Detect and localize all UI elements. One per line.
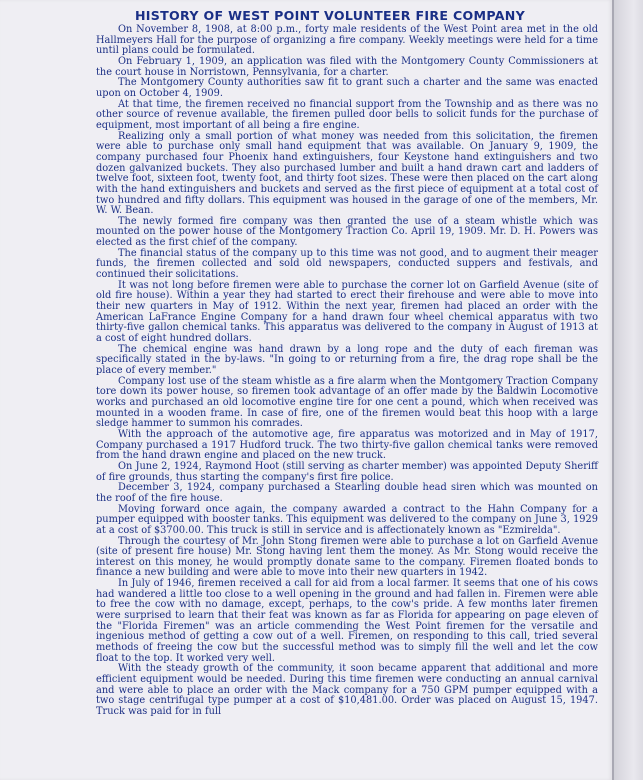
- paragraph: On June 2, 1924, Raymond Hoot (still serving as charter member) was appointed Deputy Sheriff of fire grounds, thus starting the company's first fire police.: [96, 460, 598, 483]
- paragraph: December 3, 1924, company purchased a Stearling double head siren which was mounted on the roof of the fire house.: [96, 482, 598, 504]
- paragraph: Company lost use of the steam whistle as a fire alarm when the Montgomery Traction Company tore down its power house, so firemen took advantage of an offer made by the Baldwin Locomotive works and purchased an old locomotive engine tire for one cent a pound, which when received was mounted in a wooden frame. In case of fire, one of the firemen would beat this hoop with a large sledge hammer to summon his comrades.: [96, 375, 598, 430]
- paragraph: The newly formed fire company was then granted the use of a steam whistle which was mounted on the power house of the Montgomery Traction Co. April 19, 1909. Mr. D. H. Powers was elected as the first chief of the company.: [96, 215, 598, 249]
- page-edge: [612, 0, 614, 780]
- paragraph: At that time, the firemen received no financial support from the Township and as there was no other source of revenue available, the firemen pulled door bells to solicit funds for the purchase of equipment, most important of all being a fire engine.: [96, 98, 598, 131]
- paragraph: Moving forward once again, the company awarded a contract to the Hahn Company for a pumper equipped with booster tanks. This equipment was delivered to the company on June 3, 1929 at a cost of $3700.00. This truck is still in service and is affectionately known as "Ezmirelda".: [96, 503, 598, 536]
- paragraph: With the approach of the automotive age, fire apparatus was motorized and in May of 1917, Company purchased a 1917 Hudford truck. The two thirty-five gallon chemical tanks were removed from the hand drawn engine and placed on the new truck.: [96, 428, 598, 462]
- paragraph: With the steady growth of the community, it soon became apparent that additional and more efficient equipment would be needed. During this time firemen were conducting an annual carnival and were able to place an order with the Mack company for a 750 GPM pumper equipped with a two stage centrifugal type pumper at a cost of $10,481.00. Order was placed on August 15, 1947. Truck was paid for in full: [96, 663, 598, 717]
- paragraph: On February 1, 1909, an application was filed with the Montgomery County Commissioners at the court house in Norristown, Pennsylvania, for a charter.: [96, 55, 598, 78]
- paragraph: In July of 1946, firemen received a call for aid from a local farmer. It seems that one of his cows had wandered a little too close to a well opening in the ground and had fallen in. Firemen were able to free the cow with no damage, except, perhaps, to the cow's pride. A few months later firemen were surprised to learn that their feat was known as far as Florida for appearing on page eleven of the "Florida Firemen" was an article commending the West Point firemen for the versatile and ingenious method of getting a cow out of a well. Firemen, on responding to this call, tried several methods of freeing the cow but the successful method was to simply fill the well and let the cow float to the top. It worked very well.: [96, 578, 598, 664]
- page-gutter: [612, 0, 643, 780]
- paragraph: Realizing only a small portion of what money was needed from this solicitation, the firemen were able to purchase only small hand equipment that was available. On January 9, 1909, the company purchased four Phoenix hand extinguishers, four Keystone hand extinguishers and two dozen galvanized buckets. They also purchased lumber and built a hand drawn cart and ladders of twelve foot, sixteen foot, twenty foot, and thirty foot sizes. These were then placed on the cart along with the hand extinguishers and buckets and served as the first piece of equipment at a total cost of two hundred and fifty dollars. This equipment was housed in the garage of one of the members, Mr. W. W. Bean.: [96, 130, 598, 217]
- paragraph: The Montgomery County authorities saw fit to grant such a charter and the same was enacted upon on October 4, 1909.: [96, 77, 598, 99]
- paragraph: It was not long before firemen were able to purchase the corner lot on Garfield Avenue (site of old fire house). Within a year they had started to erect their firehouse and were able to move into their new quarters in May of 1912. Within the next year, firemen had placed an order with the American LaFrance Engine Company for a hand drawn four wheel chemical apparatus with two thirty-five gallon chemical tanks. This apparatus was delivered to the company in August of 1913 at a cost of eight hundred dollars.: [96, 279, 598, 345]
- document-body: [96, 25, 598, 718]
- paragraph: On November 8, 1908, at 8:00 p.m., forty male residents of the West Point area met in the old Hallmeyers Hall for the purpose of organizing a fire company. Weekly meetings were held for a time until plans could be formulated.: [96, 24, 598, 57]
- paragraph: The chemical engine was hand drawn by a long rope and the duty of each fireman was specifically stated in the by-laws. "In going to or returning from a fire, the drag rope shall be the place of every member.": [96, 343, 598, 376]
- paragraph: Through the courtesy of Mr. John Stong firemen were able to purchase a lot on Garfield Avenue (site of present fire house) Mr. Stong having lent them the money. As Mr. Stong would receive the interest on this money, he would promptly donate same to the company. Firemen floated bonds to finance a new building and were able to move into their new quarters in 1942.: [96, 535, 598, 579]
- document-title: HISTORY OF WEST POINT VOLUNTEER FIRE COMPANY: [134, 8, 526, 23]
- paragraph: The financial status of the company up to this time was not good, and to augment their meager funds, the firemen collected and sold old newspapers, conducted suppers and festivals, and continued their solicitations.: [96, 247, 598, 281]
